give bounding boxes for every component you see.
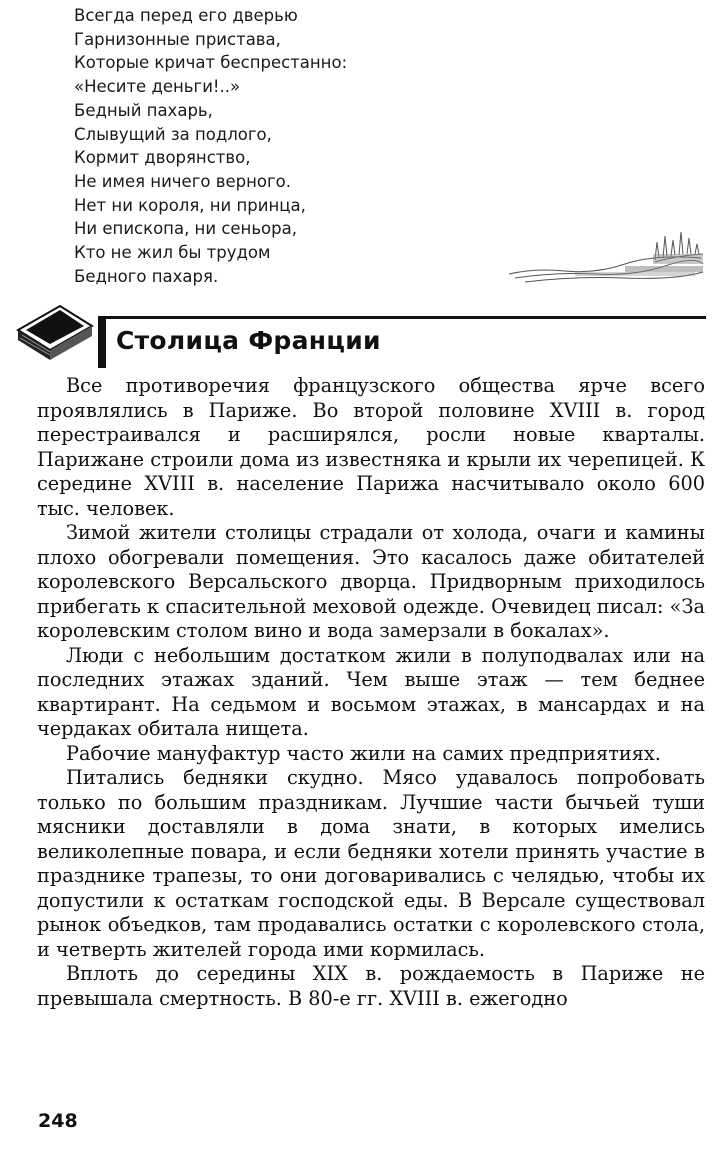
poem-line: Гарнизонные пристава, — [74, 29, 281, 49]
landscape-sketch-illustration — [505, 228, 705, 290]
poem-line: Кормит дворянство, — [74, 148, 251, 168]
poem-line: Не имея ничего верного. — [74, 171, 291, 191]
poem-line: Ни епископа, ни сеньора, — [74, 219, 297, 239]
section-header — [14, 300, 706, 370]
poem-line: Всегда перед его дверью — [74, 6, 298, 25]
section-rule — [98, 316, 706, 319]
article-body — [37, 374, 705, 1011]
section-title: Столица Франции — [116, 326, 381, 355]
paragraph: Люди с небольшим достатком жили в полуподвалах или на последних этажах зданий. Чем выше этаж — тем беднее квартирант. На седьмом и восьмом этажах, в мансардах и на чердаках обитала нищета. — [37, 643, 705, 740]
paragraph: Зимой жители столицы страдали от холода, очаги и камины плохо обогревали помещения. Это касалось даже обитателей королевского Версальского дворца. Придворным приходилось прибегать к спасительной меховой одежде. Очевидец писал: «За королевским столом вино и вода замерзали в бокалах». — [37, 521, 705, 642]
book-icon — [14, 300, 96, 364]
poem-line: Бедного пахаря. — [74, 266, 219, 286]
paragraph: Все противоречия французского общества ярче всего проявлялись в Париже. Во второй половине XVIII в. город перестраивался и расширялся, росли новые кварталы. Парижане строили дома из известняка и крыли их черепицей. К середине XVIII в. население Парижа насчитывало около 600 тыс. человек. — [37, 374, 705, 520]
poem-line: Кто не жил бы трудом — [74, 243, 271, 263]
poem-line: Которые кричат беспрестанно: — [74, 53, 348, 73]
paragraph: Питались бедняки скудно. Мясо удавалось попробовать только по большим праздникам. Лучшие части бычьей туши мясники доставляли в дома знати, в которых имелись великолепные повара, и если бедняки хотели принять участие в празднике трапезы, то они договаривались с челядью, чтобы их допустили к остаткам господской еды. В Версале существовал рынок объедков, там продавались остатки с королевского стола, и четверть жителей города ими кормилась. — [37, 766, 705, 961]
poem-line: Бедный пахарь, — [74, 100, 213, 120]
poem-line: Слывущий за подлого, — [74, 124, 272, 144]
section-bar — [98, 316, 106, 368]
poem-line: «Несите деньги!..» — [74, 77, 241, 97]
poem — [74, 4, 504, 288]
paragraph: Вплоть до середины XIX в. рождаемость в Париже не превышала смертность. В 80-е гг. XVIII в. ежегодно — [37, 962, 705, 1010]
paragraph: Рабочие мануфактур часто жили на самих предприятиях. — [66, 741, 661, 765]
poem-line: Нет ни короля, ни принца, — [74, 195, 306, 215]
page-number: 248 — [38, 1110, 78, 1132]
